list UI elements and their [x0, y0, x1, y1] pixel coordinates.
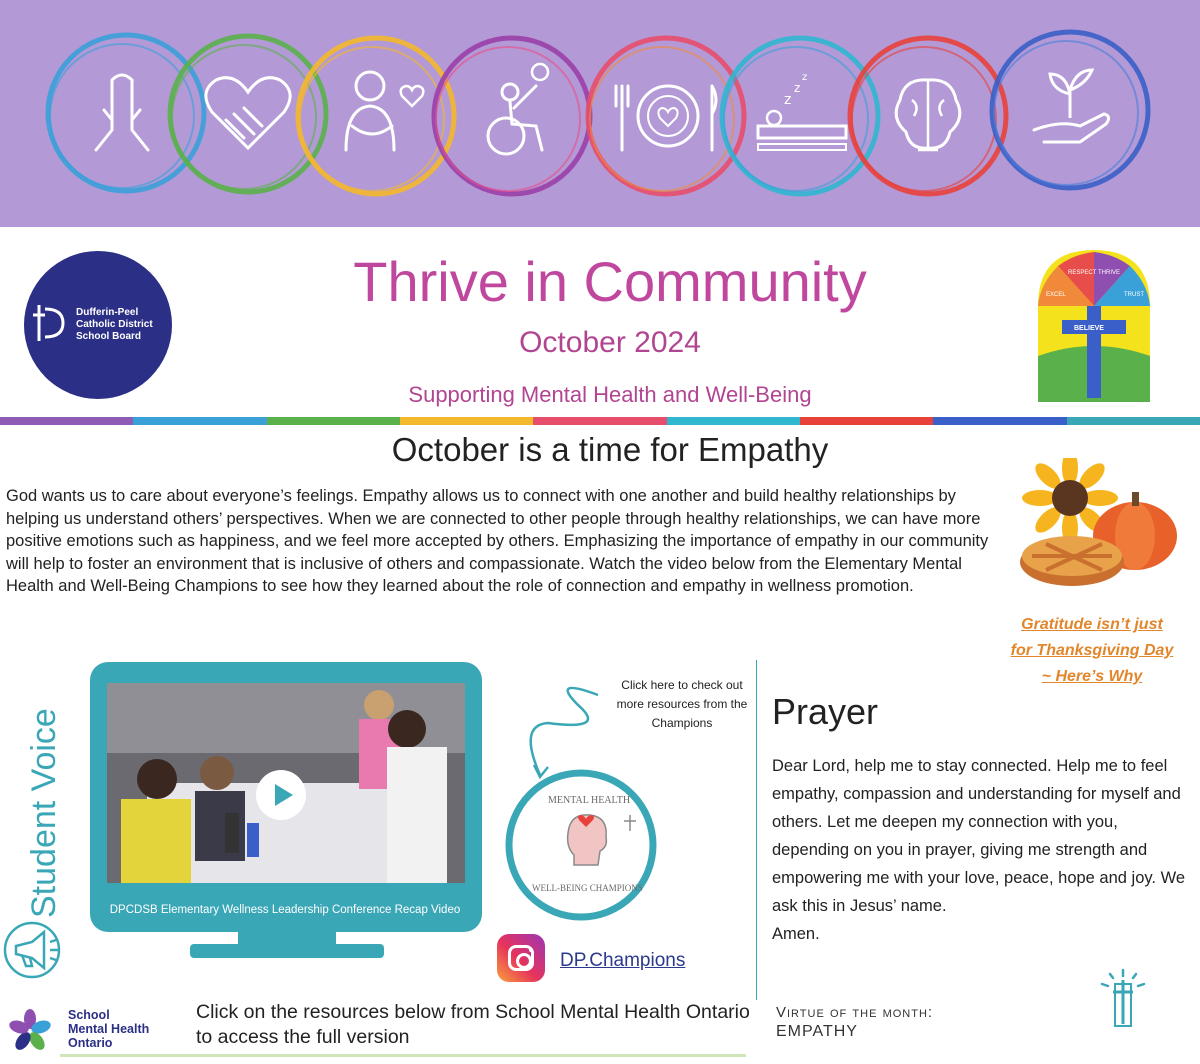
smho-line2: Mental Health	[68, 1022, 150, 1036]
smho-logo-text	[68, 1008, 149, 1050]
banner-icons	[0, 0, 1200, 227]
board-name-line2: Catholic District	[76, 319, 153, 330]
crest-trust-label: TRUST	[1124, 292, 1144, 298]
champions-resources-link[interactable]: Click here to check out more resources from the Champions	[616, 678, 748, 730]
gratitude-line2[interactable]: for Thanksgiving Day	[1010, 642, 1174, 659]
gratitude-link[interactable]	[992, 612, 1192, 690]
board-name-line3: School Board	[76, 331, 142, 342]
color-divider	[0, 417, 1200, 425]
intro-paragraph: God wants us to care about everyone’s feelings. Empathy allows us to connect with one another and build healthy relationships by helping us understand others’ perspectives. When we are connected to other people through healthy relationships, we can have more positive emotions such as happiness, and we feel more accepted by others. Emphasizing the importance of empathy in our community will help to foster an environment that is inclusive of others and compassionate. Watch the video below from the Elementary Mental Health and Well-Being Champions to see how they learned about the role of connection and empathy in wellness promotion.	[6, 487, 989, 595]
pie-icon	[1020, 536, 1124, 586]
prayer-text: Dear Lord, help me to stay connected. Help me to feel empathy, compassion and understanding for myself and others. Let me deepen my connection with you, depending on you in prayer, giving me strength and empowering me with your love, peace, hope and joy. We ask this in Jesus’ name. Amen.	[772, 757, 1186, 943]
crest-excel-label: EXCEL	[1046, 292, 1066, 298]
page-title: Thrive in Community	[353, 250, 867, 313]
champions-badge-bottom-text: WELL-BEING CHAMPIONS	[532, 883, 643, 893]
video-play-button[interactable]	[256, 770, 306, 820]
brain-icon	[850, 38, 1006, 194]
video-caption[interactable]: DPCDSB Elementary Wellness Leadership Conference Recap Video	[109, 904, 461, 916]
instagram-icon[interactable]	[497, 934, 545, 982]
vertical-divider	[756, 660, 757, 1000]
board-logo-mark-icon	[29, 301, 69, 345]
board-logo	[24, 251, 172, 399]
growing-plant-icon	[992, 32, 1148, 188]
smho-line1: School	[68, 1008, 110, 1022]
champions-badge-top-text: MENTAL HEALTH	[548, 795, 631, 806]
wheelchair-basketball-icon	[434, 38, 590, 194]
page-tagline: Supporting Mental Health and Well-Being	[408, 382, 812, 407]
student-voice-label: Student Voice	[25, 708, 63, 918]
gratitude-line3[interactable]: ~ Here’s Why	[1041, 668, 1143, 685]
svg-text:z: z	[784, 92, 792, 108]
svg-text:z: z	[794, 81, 801, 95]
praying-hands-icon	[48, 35, 204, 191]
crest-respect-label: RESPECT	[1068, 270, 1097, 276]
smho-line3: Ontario	[68, 1036, 113, 1050]
crest-believe-label: BELIEVE	[1074, 325, 1104, 332]
board-name-line1: Dufferin-Peel	[76, 307, 139, 318]
cross-icon	[1098, 968, 1148, 1028]
board-logo-text	[76, 307, 153, 343]
instagram-handle-link[interactable]: DP.Champions	[560, 950, 686, 971]
section-title: October is a time for Empathy	[391, 431, 829, 468]
play-icon	[275, 784, 293, 806]
footer-resources-text: Click on the resources below from School Mental Health Ontario to access the full version	[196, 1001, 750, 1048]
virtue-label: Virtue of the month:	[776, 1004, 934, 1021]
gratitude-line1[interactable]: Gratitude isn’t just	[1021, 616, 1163, 633]
harvest-illustration	[1010, 458, 1185, 613]
footer-divider	[60, 1054, 746, 1057]
megaphone-icon	[2, 912, 62, 988]
self-love-icon	[298, 38, 454, 194]
crest-thrive-label: THRIVE	[1098, 270, 1121, 276]
header-banner	[0, 0, 1200, 227]
prayer-title: Prayer	[772, 691, 879, 732]
virtue-value: EMPATHY	[776, 1023, 858, 1040]
svg-text:z: z	[802, 72, 808, 83]
page-subtitle: October 2024	[519, 326, 701, 359]
board-values-crest	[1034, 246, 1154, 406]
smho-logo-icon	[4, 1006, 64, 1056]
